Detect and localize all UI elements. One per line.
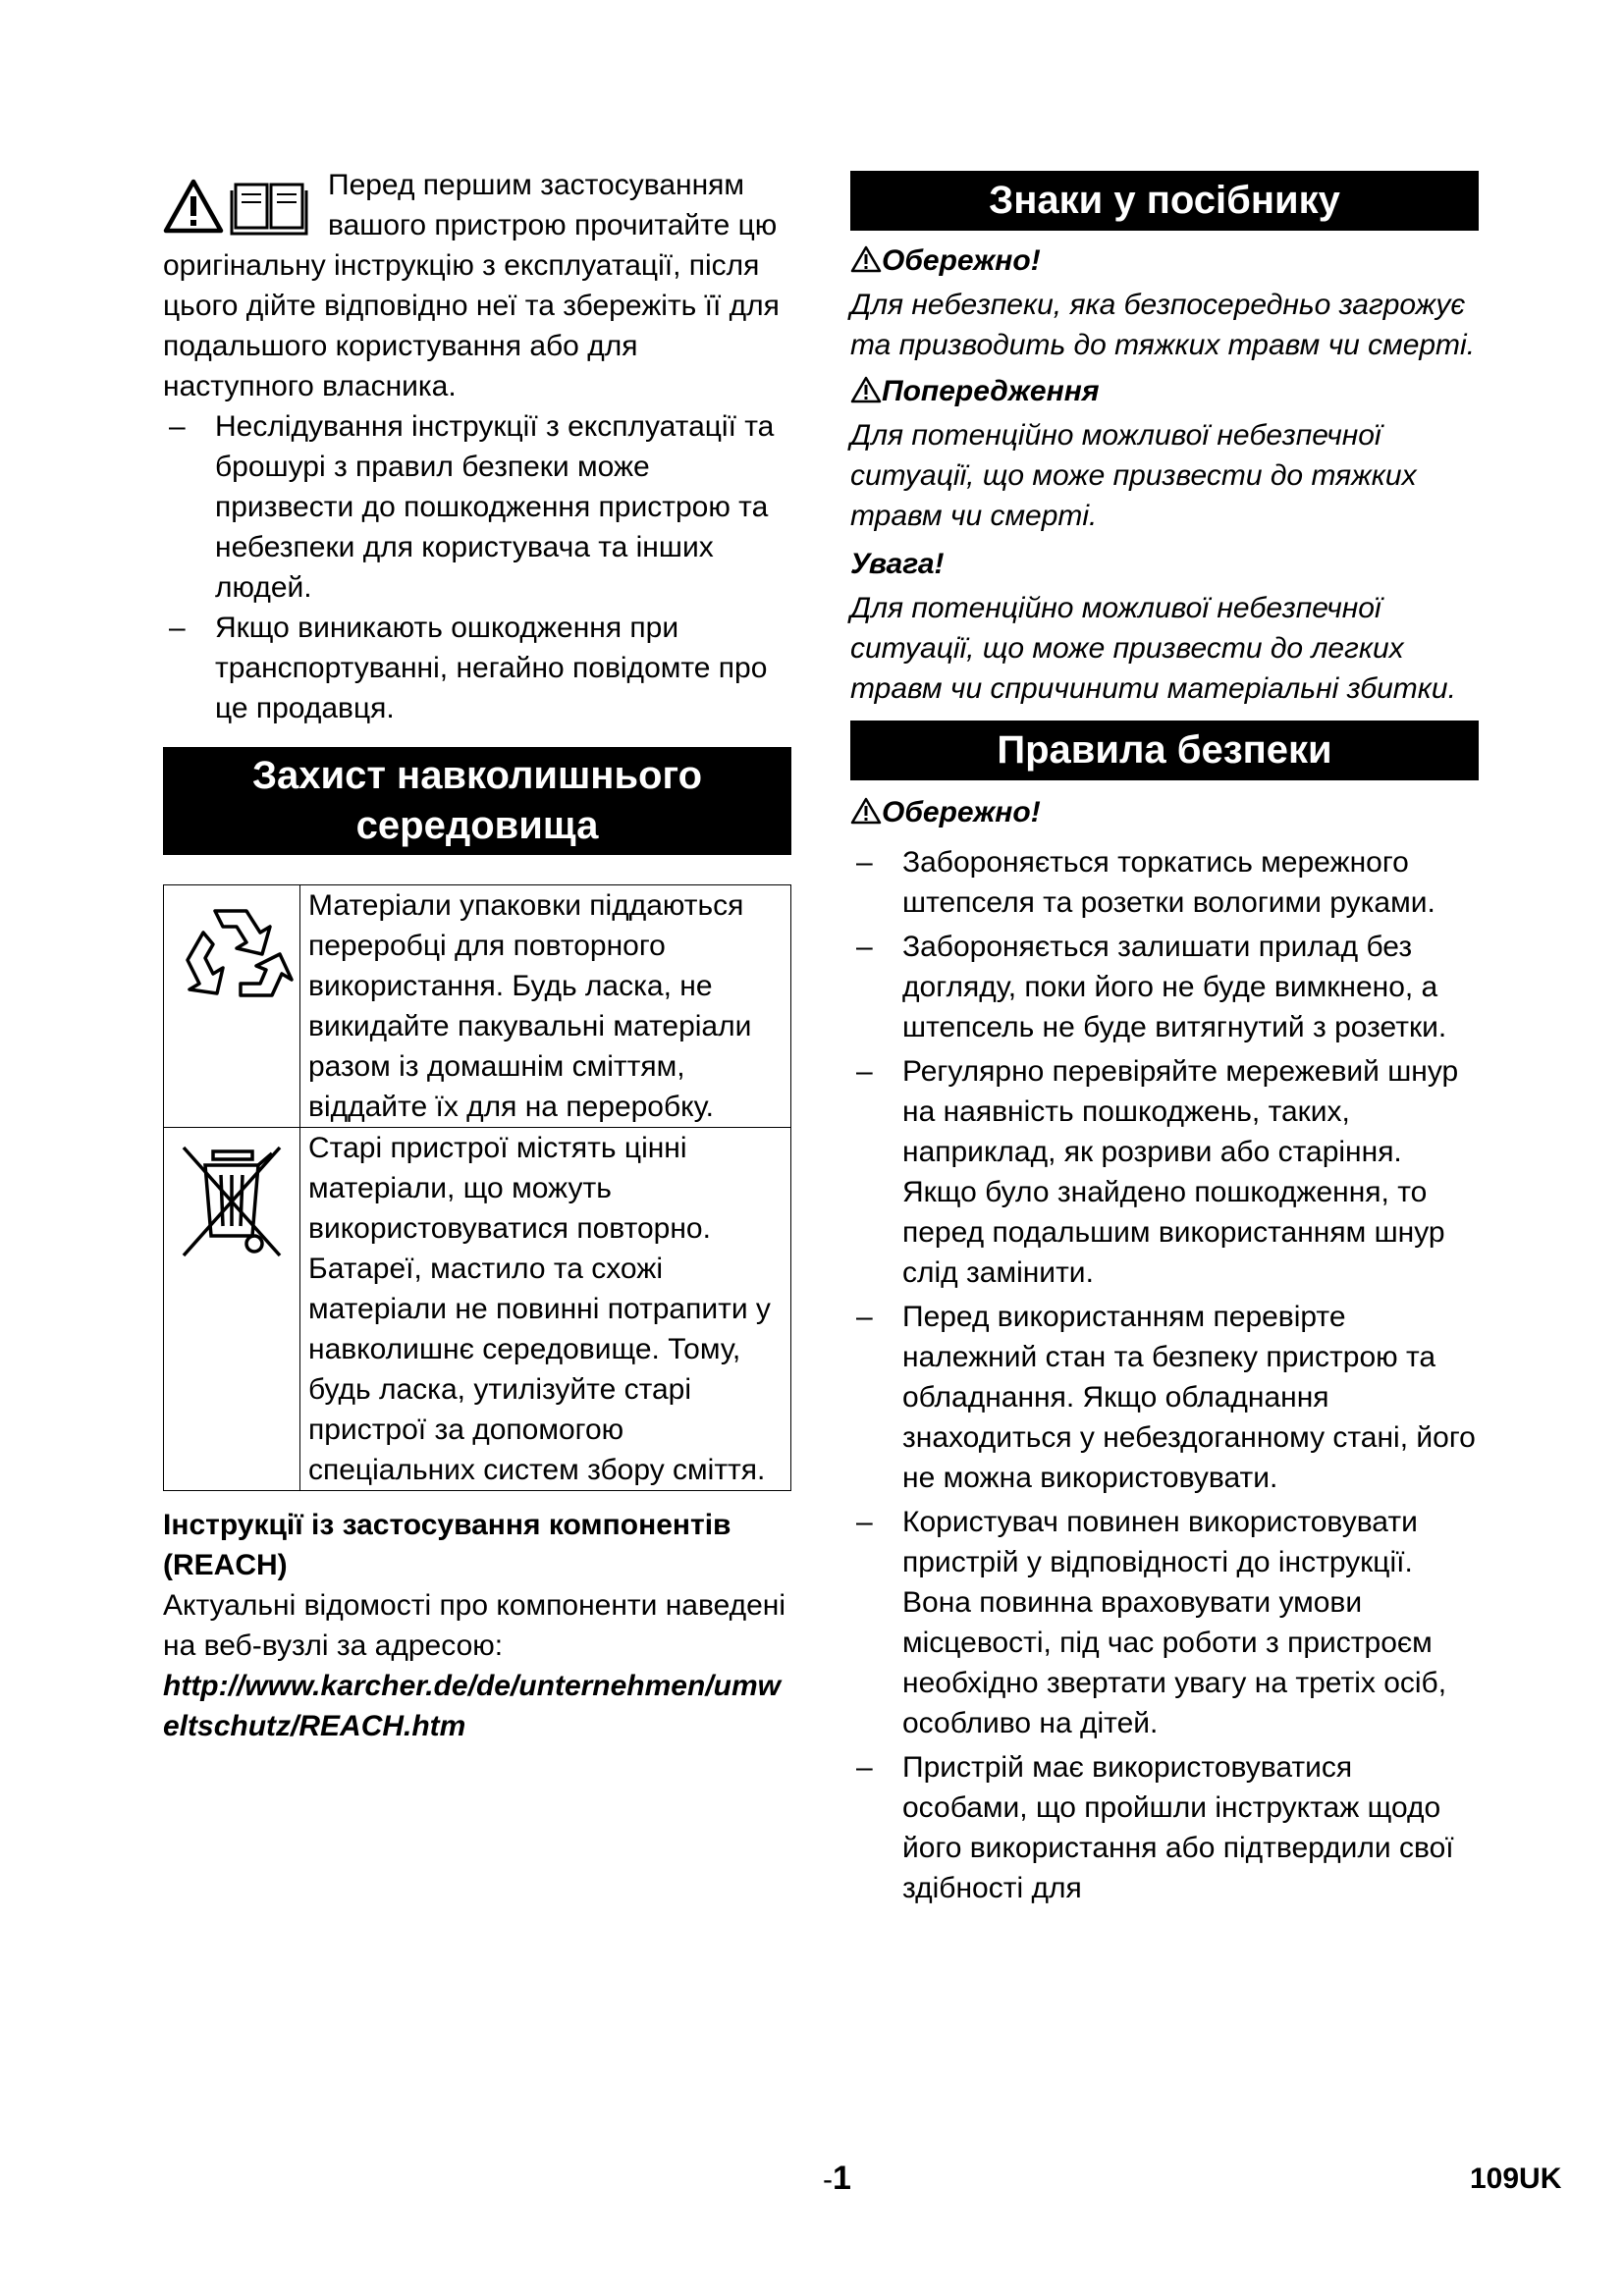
dash: – (856, 846, 873, 879)
reach-text: Актуальні відомості про компоненти наведені на веб-вузлі за адресою: (163, 1589, 786, 1662)
sign-text: Для потенційно можливої небезпечної ситуації, що може призвести до легких травм чи спричинити матеріальні збитки. (850, 592, 1456, 705)
env-table (163, 884, 791, 1491)
icon-cell (164, 885, 300, 1128)
warning-triangle-icon (163, 179, 224, 234)
dash: – (856, 1506, 873, 1538)
intro-icons (163, 171, 314, 241)
sign-block (850, 240, 1479, 365)
dash: – (856, 1301, 873, 1333)
dash: – (856, 1055, 873, 1088)
intro-text: Перед першим застосуванням вашого пристрою прочитайте цю оригінальну інструкцію з експлуатації, після цього дійте відповідно неї та збережіть її для подальшого користування або для наступного власника. (163, 169, 780, 402)
crossed-bin-icon (164, 1128, 299, 1285)
safety-bullets (850, 842, 1479, 1908)
page-code: 109UK (1470, 2163, 1562, 2195)
recycle-icon (164, 885, 299, 1042)
left-column (163, 165, 791, 1746)
sign-block (850, 371, 1479, 536)
intro-bullets (163, 406, 791, 728)
page-number: -1 (823, 2160, 851, 2197)
warning-triangle-icon (850, 797, 882, 825)
safety-heading: Правила безпеки (850, 721, 1479, 780)
dash: – (169, 612, 186, 644)
sign-label: Обережно! (850, 240, 1479, 281)
list-item: – Пристрій має використовуватися особами, що пройшли інструктаж щодо його використання або підтвердили свої здібності для (850, 1747, 1479, 1908)
safety-label: Обережно! (850, 792, 1479, 832)
env-heading: Захист навколишнього середовища (163, 747, 791, 855)
table-row (164, 1128, 791, 1491)
list-item: – Якщо виникають ошкодження при транспортуванні, негайно повідомте про це продавця. (163, 608, 791, 728)
list-item: – Регулярно перевіряйте мережевий шнур на наявність пошкоджень, таких, наприклад, як розриви або старіння. Якщо було знайдено пошкодження, то перед подальшим використанням шнур слід замінити. (850, 1051, 1479, 1293)
sign-label: Увага! (850, 548, 945, 580)
sign-label: Попередження (850, 371, 1479, 411)
right-column (850, 171, 1479, 1908)
sign-block (850, 544, 1479, 709)
dash: – (169, 410, 186, 443)
manual-book-icon (230, 177, 308, 236)
warning-triangle-icon (850, 245, 882, 273)
reach-link[interactable]: http://www.karcher.de/de/unternehmen/umweltschutz/REACH.htm (163, 1670, 781, 1742)
list-item: – Користувач повинен використовувати пристрій у відповідності до інструкції. Вона повинна враховувати умови місцевості, під час роботи з пристроєм необхідно звертати увагу на третіх осіб, особливо на дітей. (850, 1502, 1479, 1743)
table-row (164, 885, 791, 1128)
signs-heading: Знаки у посібнику (850, 171, 1479, 231)
icon-cell (164, 1128, 300, 1491)
table-cell: Старі пристрої містять цінні матеріали, що можуть використовуватися повторно. Батареї, мастило та схожі матеріали не повинні потрапити у навколишнє середовище. Тому, будь ласка, утилізуйте старі пристрої за допомогою спеціальних систем збору сміття. (300, 1128, 791, 1491)
list-item: – Перед використанням перевірте належний стан та безпеку пристрою та обладнання. Якщо обладнання знаходиться у небездоганному стані, його не можна використовувати. (850, 1297, 1479, 1498)
sign-text: Для небезпеки, яка безпосередньо загрожує та призводить до тяжких травм чи смерті. (850, 289, 1476, 361)
sign-text: Для потенційно можливої небезпечної ситуації, що може призвести до тяжких травм чи смерті. (850, 419, 1417, 532)
dash: – (856, 931, 873, 963)
reach-heading: Інструкції із застосування компонентів (REACH) (163, 1509, 731, 1581)
intro-paragraph (163, 165, 791, 406)
list-item: – Неслідування інструкції з експлуатації та брошурі з правил безпеки може призвести до пошкодження пристрою та небезпеки для користувача та інших людей. (163, 406, 791, 608)
dash: – (856, 1751, 873, 1784)
list-item: – Забороняється торкатись мережного штепселя та розетки вологими руками. (850, 842, 1479, 923)
list-item: – Забороняється залишати прилад без догляду, поки його не буде вимкнено, а штепсель не буде витягнутий з розетки. (850, 927, 1479, 1047)
warning-triangle-icon (850, 376, 882, 403)
table-cell: Матеріали упаковки піддаються переробці для повторного використання. Будь ласка, не викидайте пакувальні матеріали разом із домашнім сміттям, віддайте їх для на переробку. (300, 885, 791, 1128)
